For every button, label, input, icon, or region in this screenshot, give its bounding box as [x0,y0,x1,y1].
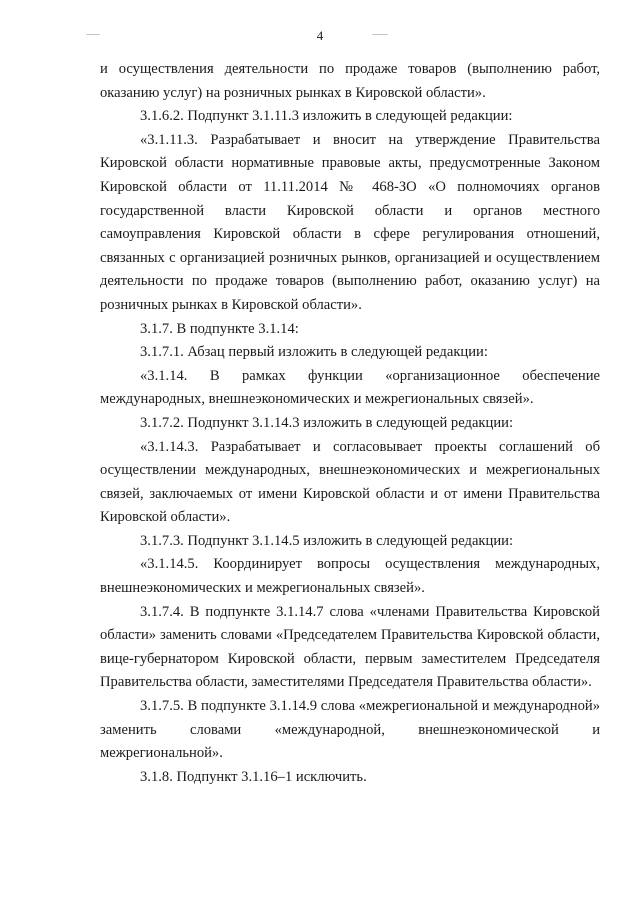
paragraph-continuation: и осуществления деятельности по продаже товаров (выполнению работ, оказанию услуг) на розничных рынках в Кировской области». [100,61,600,101]
paragraph-3-1-7-4: 3.1.7.4. В подпункте 3.1.14.7 слова «членами Правительства Кировской области» заменить словами «Председателем Правительства Кировской области, вице-губернатором Кировской области, первым заместителем Председателя Правительства области, заместителями Председателя Правительства области». [100,603,600,691]
paragraph-3-1-7-3: 3.1.7.3. Подпункт 3.1.14.5 изложить в следующей редакции: [140,532,513,549]
paragraph-3-1-8: 3.1.8. Подпункт 3.1.16–1 исключить. [140,768,367,785]
paragraph-3-1-14-quote: «3.1.14. В рамках функции «организационное обеспечение международных, внешнеэкономических и межрегиональных связей». [100,367,600,408]
paragraph-3-1-7-1: 3.1.7.1. Абзац первый изложить в следующей редакции: [140,344,488,361]
paragraph-3-1-14-3-quote: «3.1.14.3. Разрабатывает и согласовывает проекты соглашений об осуществлении международных, внешнеэкономических и межрегиональных связей, заключаемых от имени Кировской области и от имени Правительства Кировской области». [100,438,600,526]
document-body [100,58,600,789]
page-number: 4 [316,28,324,43]
paragraph-3-1-7-2: 3.1.7.2. Подпункт 3.1.14.3 изложить в следующей редакции: [140,414,513,431]
paragraph-3-1-11-3-quote: «3.1.11.3. Разрабатывает и вносит на утверждение Правительства Кировской области нормативные правовые акты, предусмотренные Законом Кировской области от 11.11.2014 № 468-ЗО «О полномочиях органов государственной власти Кировской области и органов местного самоуправления Кировской области в сфере регулирования отношений, связанных с организацией розничных рынков, организацией и осуществлением деятельности по продаже товаров (выполнению работ, оказанию услуг) на розничных рынках в Кировской области». [100,131,600,313]
paragraph-3-1-7-5: 3.1.7.5. В подпункте 3.1.14.9 слова «межрегиональной и международной» заменить словами «международной, внешнеэкономической и межрегиональной». [100,698,600,762]
paragraph-3-1-7: 3.1.7. В подпункте 3.1.14: [140,320,299,337]
paragraph-3-1-6-2: 3.1.6.2. Подпункт 3.1.11.3 изложить в следующей редакции: [140,108,513,125]
paragraph-3-1-14-5-quote: «3.1.14.5. Координирует вопросы осуществления международных, внешнеэкономических и межрегиональных связей». [100,556,600,597]
